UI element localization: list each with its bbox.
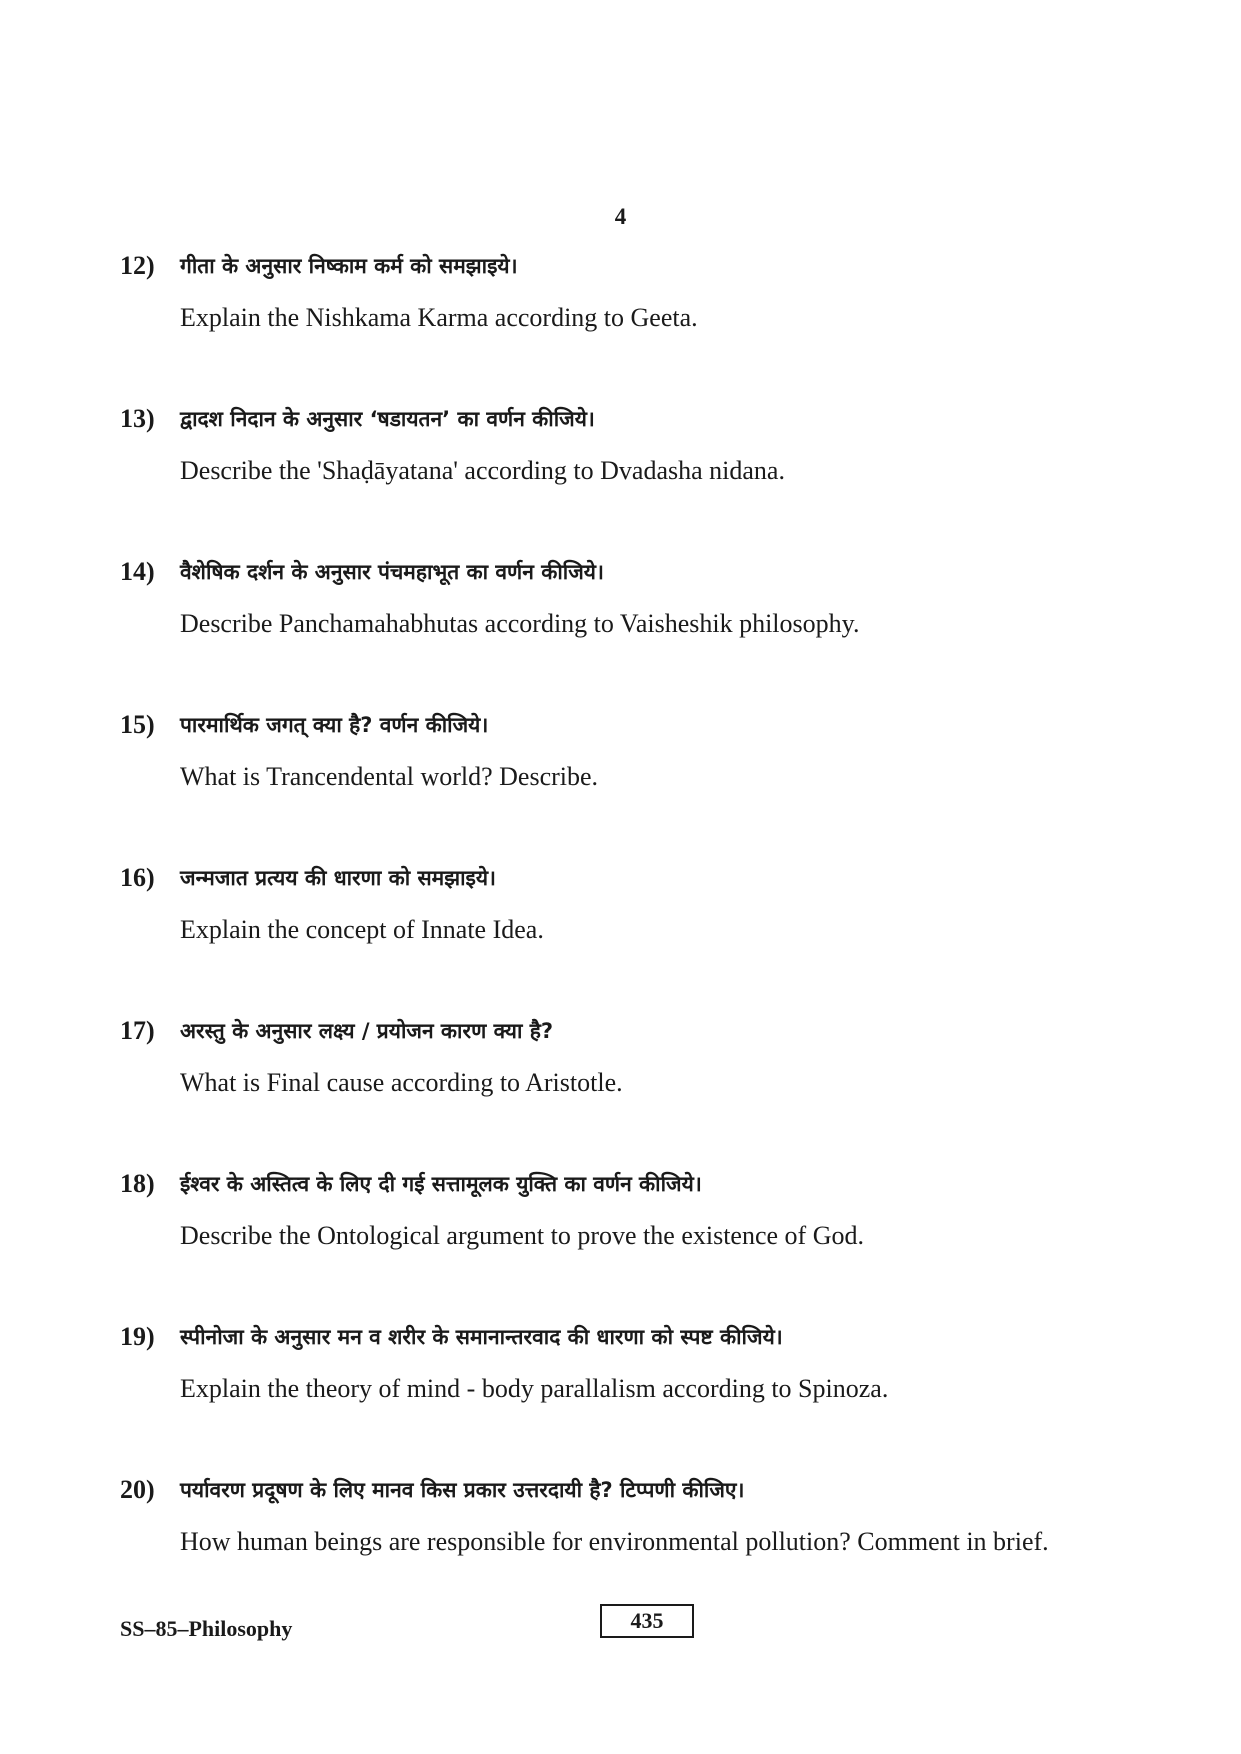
question-english: Explain the concept of Innate Idea. (180, 915, 544, 944)
question-hindi: वैशेषिक दर्शन के अनुसार पंचमहाभूत का वर्णन कीजिये। (180, 560, 604, 584)
question-english: Describe the Ontological argument to prove the existence of God. (180, 1221, 864, 1250)
question-english: Describe the 'Shaḍāyatana' according to Dvadasha nidana. (180, 456, 785, 485)
question-number: 20) (120, 1475, 155, 1504)
question-number: 18) (120, 1169, 155, 1198)
question-english: How human beings are responsible for environmental pollution? Comment in brief. (180, 1527, 1049, 1556)
question-number: 13) (120, 404, 155, 433)
question-number: 19) (120, 1322, 155, 1351)
question-number: 16) (120, 863, 155, 892)
question-hindi: जन्मजात प्रत्यय की धारणा को समझाइये। (180, 866, 496, 890)
question-english: What is Trancendental world? Describe. (180, 762, 599, 791)
question-hindi: स्पीनोजा के अनुसार मन व शरीर के समानान्तरवाद की धारणा को स्पष्ट कीजिये। (180, 1325, 783, 1349)
question-hindi: पारमार्थिक जगत् क्या है? वर्णन कीजिये। (180, 713, 489, 737)
question-english: Describe Panchamahabhutas according to Vaisheshik philosophy. (180, 609, 860, 638)
question-hindi: गीता के अनुसार निष्काम कर्म को समझाइये। (180, 254, 518, 278)
question-number: 17) (120, 1016, 155, 1045)
question-english: What is Final cause according to Aristotle. (180, 1068, 623, 1097)
page-number: 4 (614, 204, 627, 229)
question-hindi: पर्यावरण प्रदूषण के लिए मानव किस प्रकार उत्तरदायी है? टिप्पणी कीजिए। (180, 1478, 745, 1502)
question-number: 14) (120, 557, 155, 586)
question-hindi: द्वादश निदान के अनुसार ‘षडायतन’ का वर्णन कीजिये। (180, 407, 595, 431)
question-english: Explain the Nishkama Karma according to Geeta. (180, 303, 698, 332)
question-number: 15) (120, 710, 155, 739)
question-number: 12) (120, 251, 155, 280)
page-code-box: 435 (600, 1604, 694, 1638)
question-hindi: ईश्वर के अस्तित्व के लिए दी गई सत्तामूलक युक्ति का वर्णन कीजिये। (180, 1172, 702, 1196)
question-hindi: अरस्तु के अनुसार लक्ष्य / प्रयोजन कारण क्या है? (180, 1019, 554, 1043)
question-english: Explain the theory of mind - body parallalism according to Spinoza. (180, 1374, 889, 1403)
paper-code: SS–85–Philosophy (120, 1616, 293, 1641)
